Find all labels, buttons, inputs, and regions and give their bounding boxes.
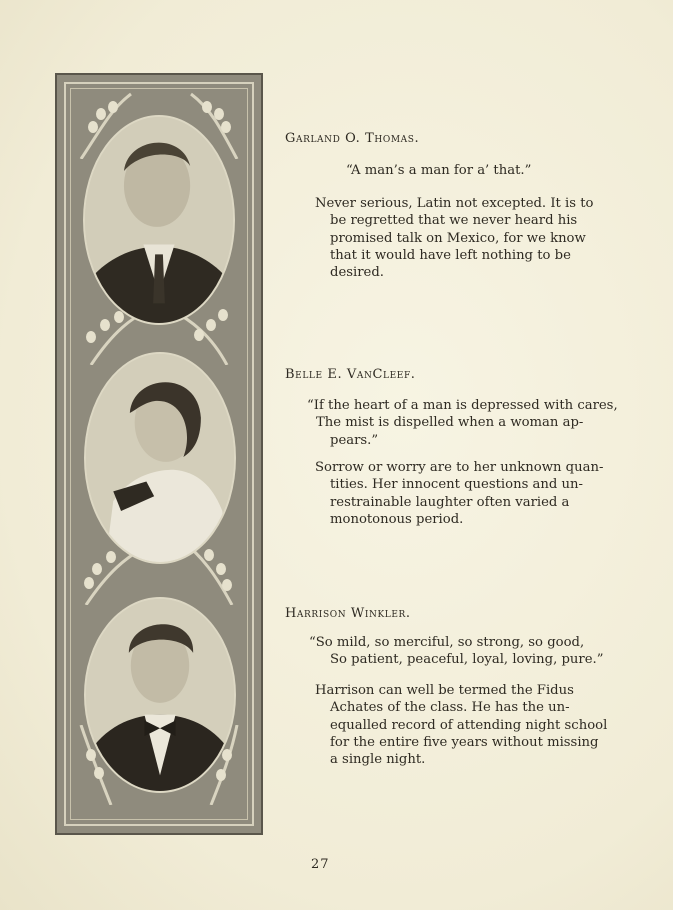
portrait-garland-thomas — [83, 115, 235, 325]
quote-line: pears.” — [330, 432, 379, 448]
description-line: monotonous period. — [330, 511, 464, 527]
entry-description-belle-vancleef — [315, 459, 603, 528]
page-number: 27 — [311, 857, 330, 872]
portrait-belle-vancleef — [84, 352, 236, 564]
portrait-panel — [55, 73, 263, 835]
quote-line: “If the heart of a man is depressed with cares, — [307, 398, 618, 413]
entry-name-belle-vancleef: Belle E. VanCleef. — [285, 367, 416, 382]
description-line: desired. — [330, 265, 384, 281]
quote-line: “A man’s a man for a’ that.” — [346, 163, 532, 178]
quote-line: So patient, peaceful, loyal, loving, pure.” — [330, 652, 604, 668]
description-line: that it would have left nothing to be — [330, 247, 571, 263]
description-line: equalled record of attending night school — [330, 717, 608, 733]
entry-quote-belle-vancleef — [307, 397, 618, 449]
entry-quote-garland-thomas — [346, 162, 531, 179]
description-line: Sorrow or worry are to her unknown quan- — [315, 460, 604, 475]
description-line: restrainable laughter often varied a — [330, 494, 570, 510]
entry-description-garland-thomas — [315, 195, 593, 281]
description-line: a single night. — [330, 752, 426, 768]
quote-line: The mist is dispelled when a woman ap- — [316, 415, 584, 431]
description-line: Never serious, Latin not excepted. It is to — [315, 196, 594, 211]
portrait-harrison-winkler — [84, 597, 236, 793]
description-line: tities. Her innocent questions and un- — [330, 477, 583, 493]
entry-description-harrison-winkler — [315, 682, 607, 768]
entry-quote-harrison-winkler — [309, 634, 603, 669]
quote-line: “So mild, so merciful, so strong, so good, — [309, 635, 585, 650]
description-line: be regretted that we never heard his — [330, 213, 578, 229]
description-line: Achates of the class. He has the un- — [330, 700, 570, 716]
entry-name-harrison-winkler: Harrison Winkler. — [285, 606, 411, 621]
description-line: Harrison can well be termed the Fidus — [315, 683, 574, 698]
entry-name-garland-thomas: Garland O. Thomas. — [285, 131, 420, 146]
description-line: promised talk on Mexico, for we know — [330, 230, 586, 246]
description-line: for the entire five years without missing — [330, 734, 599, 750]
